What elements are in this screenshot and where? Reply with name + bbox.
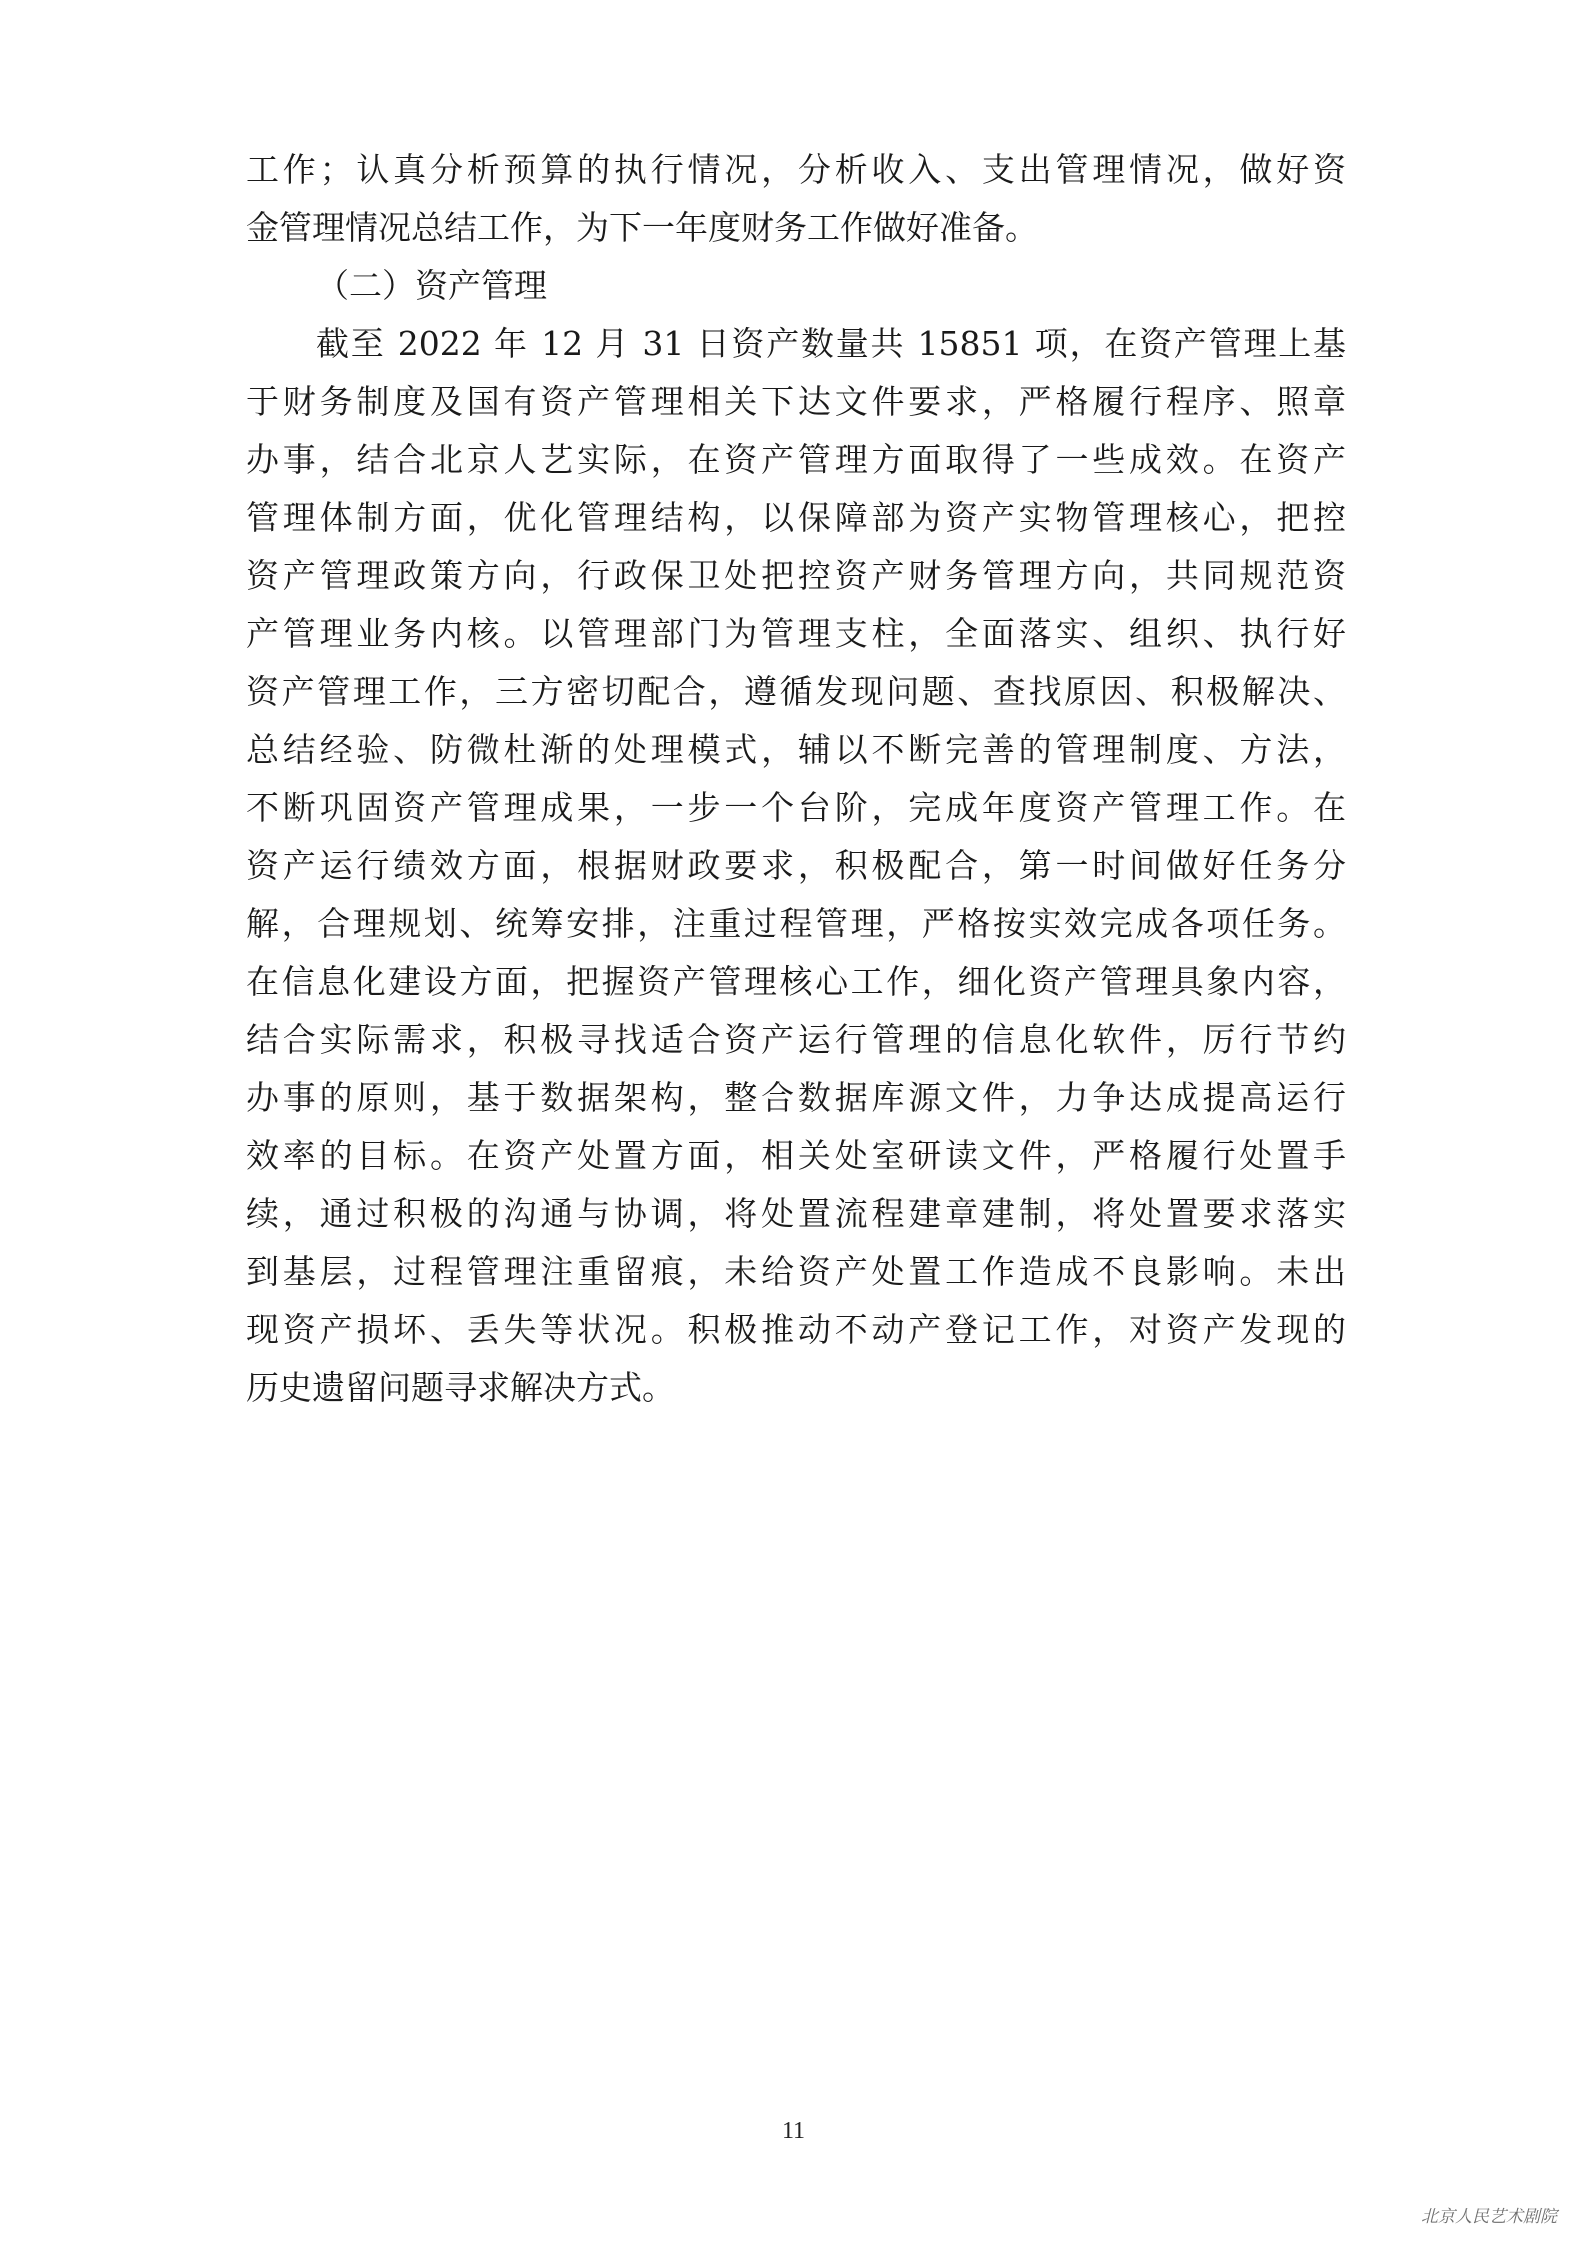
text-line: 资产管理政策方向，行政保卫处把控资产财务管理方向，共同规范资: [246, 556, 1346, 595]
text-line: 结合实际需求，积极寻找适合资产运行管理的信息化软件，厉行节约: [246, 1020, 1346, 1059]
text-line: 办事，结合北京人艺实际，在资产管理方面取得了一些成效。在资产: [246, 440, 1346, 479]
text-line: 管理体制方面，优化管理结构，以保障部为资产实物管理核心，把控: [246, 498, 1346, 537]
text-line: 办事的原则，基于数据架构，整合数据库源文件，力争达成提高运行: [246, 1078, 1346, 1117]
text-line: 金管理情况总结工作，为下一年度财务工作做好准备。: [246, 208, 1038, 247]
text-line: 解，合理规划、统筹安排，注重过程管理，严格按实效完成各项任务。: [246, 904, 1346, 943]
text-line: 到基层，过程管理注重留痕，未给资产处置工作造成不良影响。未出: [246, 1252, 1346, 1291]
text-line: 工作；认真分析预算的执行情况，分析收入、支出管理情况，做好资: [246, 150, 1346, 189]
text-line: 现资产损坏、丢失等状况。积极推动不动产登记工作，对资产发现的: [246, 1310, 1346, 1349]
text-line: 资产管理工作，三方密切配合，遵循发现问题、查找原因、积极解决、: [246, 672, 1346, 711]
text-line: 历史遗留问题寻求解决方式。: [246, 1368, 675, 1407]
watermark-text: 北京人民艺术剧院: [1421, 2207, 1557, 2227]
text-line: 效率的目标。在资产处置方面，相关处室研读文件，严格履行处置手: [246, 1136, 1346, 1175]
text-line: 于财务制度及国有资产管理相关下达文件要求，严格履行程序、照章: [246, 382, 1346, 421]
section-heading: （二）资产管理: [316, 266, 547, 305]
text-line: 截至 2022 年 12 月 31 日资产数量共 15851 项，在资产管理上基: [316, 324, 1346, 363]
text-line: 总结经验、防微杜渐的处理模式，辅以不断完善的管理制度、方法，: [246, 730, 1346, 769]
page-number: 11: [781, 2118, 806, 2144]
text-line: 产管理业务内核。以管理部门为管理支柱，全面落实、组织、执行好: [246, 614, 1346, 653]
text-line: 续，通过积极的沟通与协调，将处置流程建章建制，将处置要求落实: [246, 1194, 1346, 1233]
text-line: 资产运行绩效方面，根据财政要求，积极配合，第一时间做好任务分: [246, 846, 1346, 885]
text-line: 在信息化建设方面，把握资产管理核心工作，细化资产管理具象内容，: [246, 962, 1346, 1001]
text-line: 不断巩固资产管理成果，一步一个台阶，完成年度资产管理工作。在: [246, 788, 1346, 827]
